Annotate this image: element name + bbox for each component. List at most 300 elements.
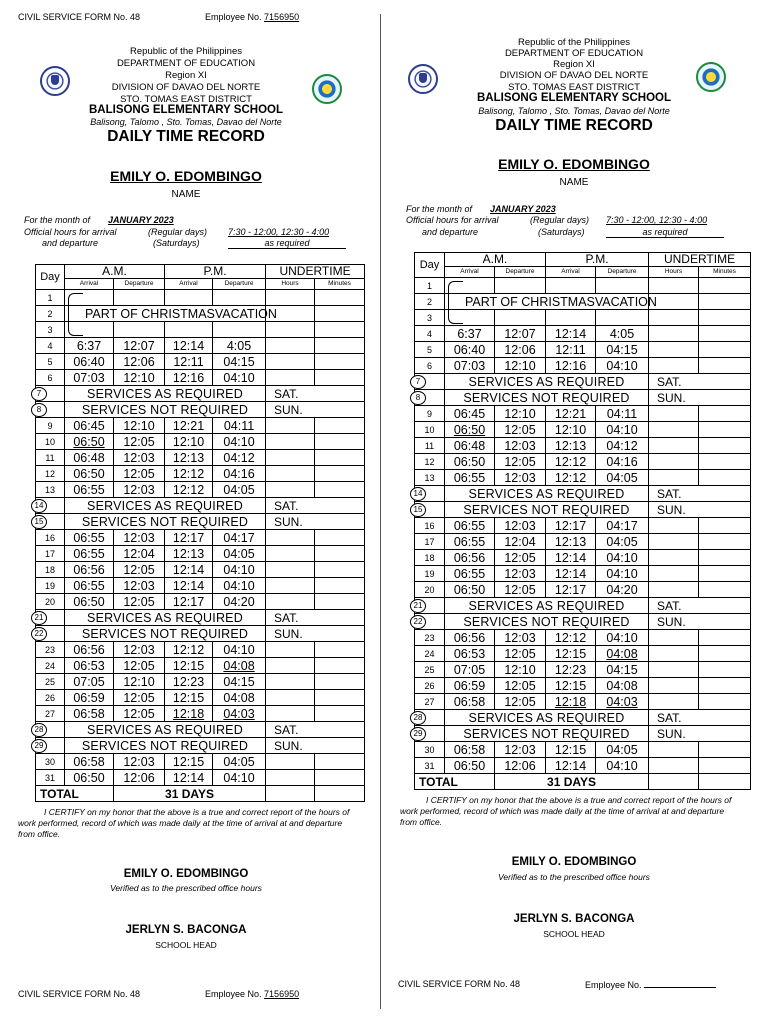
undertime-hours-cell bbox=[649, 326, 699, 342]
am-arrival-cell bbox=[65, 418, 114, 434]
undertime-hours-cell bbox=[649, 662, 699, 678]
undertime-header: UNDERTIME bbox=[266, 265, 365, 279]
undertime-minutes-cell bbox=[315, 562, 365, 578]
am-departure-cell bbox=[495, 534, 546, 550]
day-number: 31 bbox=[424, 760, 435, 771]
time-value: 04:10 bbox=[606, 758, 638, 773]
pm-departure-cell bbox=[213, 658, 266, 674]
time-value: 06:59 bbox=[73, 690, 105, 705]
am-departure-cell bbox=[114, 658, 165, 674]
pm-arrival-cell bbox=[546, 342, 596, 358]
day-number: 1 bbox=[47, 292, 53, 303]
day-number-cell bbox=[415, 518, 445, 534]
empty-time-cell bbox=[495, 310, 546, 326]
undertime-hours-cell bbox=[266, 418, 315, 434]
am-arrival-cell bbox=[65, 434, 114, 450]
pm-arrival-cell bbox=[546, 422, 596, 438]
am-departure-cell bbox=[495, 470, 546, 486]
vacation-bracket bbox=[448, 281, 463, 324]
empty-time-cell bbox=[165, 322, 213, 338]
undertime-minutes-cell bbox=[699, 662, 751, 678]
table-row bbox=[36, 418, 365, 434]
am-departure-cell bbox=[114, 578, 165, 594]
employee-no-label: Employee No. bbox=[205, 989, 262, 999]
time-value: 12:06 bbox=[123, 770, 155, 785]
undertime-hours-cell bbox=[649, 582, 699, 598]
total-hours-cell bbox=[649, 774, 699, 790]
undertime-hours-cell bbox=[649, 646, 699, 662]
day-number-cell bbox=[36, 466, 65, 482]
pm-departure-cell bbox=[213, 354, 266, 370]
undertime-minutes-cell bbox=[315, 418, 365, 434]
time-value: 12:17 bbox=[172, 530, 205, 545]
day-number-cell bbox=[36, 482, 65, 498]
time-value: 12:14 bbox=[554, 758, 587, 773]
day-number: 11 bbox=[45, 452, 55, 463]
time-value: 04:05 bbox=[223, 482, 255, 497]
day-number-cell bbox=[36, 418, 65, 434]
day-number: 12 bbox=[44, 468, 55, 479]
undertime-minutes-cell bbox=[699, 518, 751, 534]
am-departure-cell bbox=[114, 466, 165, 482]
time-value: 06:55 bbox=[453, 470, 486, 485]
table-row bbox=[415, 326, 751, 342]
employee-name: EMILY O. EDOMBINGO bbox=[110, 168, 262, 184]
day-number: 19 bbox=[424, 568, 435, 579]
am-departure-cell bbox=[495, 662, 546, 678]
undertime-minutes-cell bbox=[699, 406, 751, 422]
undertime-hours-cell bbox=[649, 534, 699, 550]
total-minutes-cell bbox=[699, 774, 751, 790]
time-value: 12:14 bbox=[172, 562, 205, 577]
table-row bbox=[36, 354, 365, 370]
day-number-cell bbox=[415, 422, 445, 438]
undertime-minutes-cell bbox=[315, 306, 365, 322]
time-value: 12:15 bbox=[554, 742, 587, 757]
time-value: 04:08 bbox=[606, 678, 638, 693]
time-value: 12:03 bbox=[504, 630, 536, 645]
pm-departure-cell bbox=[213, 482, 266, 498]
circled-day-number: 7 bbox=[410, 375, 426, 389]
am-arrival-cell bbox=[65, 530, 114, 546]
undertime-minutes-cell bbox=[699, 534, 751, 550]
time-value: 12:03 bbox=[504, 518, 536, 533]
am-departure-cell bbox=[495, 406, 546, 422]
pm-arrival-cell bbox=[165, 690, 213, 706]
time-value: 04:05 bbox=[606, 470, 638, 485]
time-record-table bbox=[414, 252, 751, 790]
am-departure-cell bbox=[495, 518, 546, 534]
time-value: 12:17 bbox=[554, 518, 587, 533]
pm-departure-cell bbox=[596, 438, 649, 454]
day-number-cell bbox=[36, 386, 65, 402]
am-arrival-cell bbox=[445, 678, 495, 694]
time-value: 12:05 bbox=[504, 550, 536, 565]
am-arrival-cell bbox=[65, 594, 114, 610]
day-number-cell bbox=[36, 754, 65, 770]
table-row bbox=[415, 486, 751, 502]
time-value: 12:15 bbox=[172, 754, 205, 769]
employee-signature-name: EMILY O. EDOMBINGO bbox=[123, 868, 249, 880]
time-value: 07:03 bbox=[73, 370, 105, 385]
time-value: 12:03 bbox=[123, 530, 155, 545]
service-status-cell: SERVICES AS REQUIRED bbox=[65, 498, 266, 514]
pm-departure-cell bbox=[596, 582, 649, 598]
empty-time-cell bbox=[596, 310, 649, 326]
undertime-hours-cell bbox=[266, 530, 315, 546]
time-value: 12:12 bbox=[172, 466, 205, 481]
time-record-table bbox=[35, 264, 365, 802]
undertime-minutes-header: Minutes bbox=[315, 279, 365, 290]
total-value: 31 DAYS bbox=[114, 786, 266, 802]
time-value: 06:40 bbox=[73, 354, 105, 369]
empty-time-cell bbox=[213, 322, 266, 338]
time-value: 04:03 bbox=[223, 706, 255, 721]
vacation-note-cell: PART OF CHRISTMASVACATION bbox=[445, 294, 649, 310]
time-value: 06:55 bbox=[453, 518, 486, 533]
day-number: 27 bbox=[424, 696, 435, 707]
am-arrival-cell bbox=[65, 562, 114, 578]
pm-departure-cell bbox=[213, 642, 266, 658]
table-row bbox=[415, 710, 751, 726]
table-row bbox=[36, 386, 365, 402]
pm-departure-cell bbox=[213, 546, 266, 562]
table-row bbox=[36, 482, 365, 498]
time-value: 12:10 bbox=[123, 418, 155, 433]
pm-arrival-cell bbox=[165, 466, 213, 482]
am-departure-cell bbox=[495, 358, 546, 374]
time-value: 12:11 bbox=[173, 354, 204, 369]
day-number: 4 bbox=[426, 328, 432, 339]
table-row bbox=[36, 594, 365, 610]
pm-arrival-cell bbox=[546, 454, 596, 470]
time-value: 04:10 bbox=[223, 434, 255, 449]
undertime-hours-cell bbox=[266, 354, 315, 370]
school-head-title: SCHOOL HEAD bbox=[155, 940, 217, 950]
pm-arrival-cell bbox=[165, 674, 213, 690]
time-value: 06:50 bbox=[453, 422, 486, 437]
weekday-cell: SAT. bbox=[649, 710, 751, 726]
time-value: 12:16 bbox=[172, 370, 205, 385]
time-value: 12:15 bbox=[172, 658, 205, 673]
undertime-hours-cell bbox=[266, 658, 315, 674]
undertime-hours-cell bbox=[266, 306, 315, 322]
day-number: 3 bbox=[426, 312, 432, 323]
time-value: 07:05 bbox=[73, 674, 105, 689]
undertime-hours-header: Hours bbox=[266, 279, 315, 290]
day-number: 5 bbox=[47, 356, 53, 367]
am-departure-cell bbox=[495, 678, 546, 694]
saturday-hours-value: as required bbox=[606, 227, 724, 238]
empty-time-cell bbox=[546, 278, 596, 294]
table-row bbox=[415, 454, 751, 470]
pm-departure-cell bbox=[213, 450, 266, 466]
day-number: 17 bbox=[424, 536, 435, 547]
time-value: 12:11 bbox=[555, 342, 586, 357]
pm-departure-cell bbox=[213, 418, 266, 434]
undertime-hours-cell bbox=[649, 694, 699, 710]
time-value: 4:05 bbox=[226, 338, 252, 353]
time-value: 12:10 bbox=[123, 674, 155, 689]
time-value: 12:05 bbox=[504, 694, 536, 709]
table-row bbox=[415, 278, 751, 294]
day-number: 13 bbox=[424, 472, 435, 483]
undertime-minutes-cell bbox=[699, 294, 751, 310]
time-value: 12:17 bbox=[172, 594, 205, 609]
pm-arrival-cell bbox=[165, 434, 213, 450]
day-number: 23 bbox=[44, 644, 55, 655]
day-number: 26 bbox=[424, 680, 435, 691]
day-number-cell bbox=[36, 306, 65, 322]
table-row bbox=[415, 294, 751, 310]
school-head-name: JERLYN S. BACONGA bbox=[125, 924, 247, 936]
pm-departure-cell bbox=[213, 674, 266, 690]
empty-time-cell bbox=[596, 278, 649, 294]
undertime-hours-cell bbox=[266, 562, 315, 578]
time-value: 04:10 bbox=[606, 422, 638, 437]
employee-signature-name: EMILY O. EDOMBINGO bbox=[511, 856, 637, 868]
time-value: 06:50 bbox=[73, 434, 105, 449]
time-value: 04:03 bbox=[606, 694, 638, 709]
time-value: 12:14 bbox=[554, 566, 587, 581]
pm-arrival-cell bbox=[165, 338, 213, 354]
day-number-cell bbox=[36, 722, 65, 738]
table-row bbox=[415, 582, 751, 598]
pm-arrival-cell bbox=[165, 754, 213, 770]
circled-day-number: 21 bbox=[31, 611, 47, 625]
day-number-cell bbox=[415, 454, 445, 470]
pm-departure-cell bbox=[596, 326, 649, 342]
am-departure-cell bbox=[114, 706, 165, 722]
am-departure-cell bbox=[114, 642, 165, 658]
time-value: 6:37 bbox=[457, 326, 482, 341]
weekday-cell: SAT. bbox=[266, 610, 365, 626]
pm-departure-cell bbox=[596, 518, 649, 534]
table-row bbox=[36, 530, 365, 546]
table-row bbox=[415, 678, 751, 694]
undertime-hours-cell bbox=[266, 754, 315, 770]
undertime-hours-cell bbox=[266, 642, 315, 658]
day-column-header: Day bbox=[36, 265, 65, 290]
table-row bbox=[36, 610, 365, 626]
am-departure-cell bbox=[495, 326, 546, 342]
service-status-cell: SERVICES AS REQUIRED bbox=[445, 374, 649, 390]
time-value: 12:21 bbox=[554, 406, 587, 421]
pm-departure-header: Departure bbox=[596, 267, 649, 278]
pm-arrival-cell bbox=[165, 450, 213, 466]
pm-arrival-cell bbox=[546, 742, 596, 758]
undertime-minutes-cell bbox=[699, 310, 751, 326]
school-head-name: JERLYN S. BACONGA bbox=[513, 913, 635, 925]
service-status-cell: SERVICES NOT REQUIRED bbox=[445, 726, 649, 742]
day-number-cell bbox=[36, 674, 65, 690]
time-value: 04:10 bbox=[223, 770, 255, 785]
verified-label: Verified as to the prescribed office hours bbox=[110, 883, 262, 893]
time-value: 12:06 bbox=[123, 354, 155, 369]
regular-days-label: (Regular days) bbox=[148, 227, 208, 237]
circled-day-number: 29 bbox=[410, 727, 426, 741]
day-number-cell bbox=[415, 614, 445, 630]
weekday-cell: SAT. bbox=[649, 486, 751, 502]
time-value: 12:14 bbox=[172, 578, 205, 593]
day-number: 24 bbox=[44, 660, 55, 671]
employee-no-block bbox=[205, 12, 299, 22]
day-number-cell bbox=[415, 566, 445, 582]
time-value: 06:58 bbox=[73, 706, 105, 721]
day-number: 18 bbox=[44, 564, 55, 575]
time-value: 06:56 bbox=[453, 550, 486, 565]
day-number-cell bbox=[36, 690, 65, 706]
day-number-cell bbox=[36, 562, 65, 578]
time-value: 12:05 bbox=[123, 434, 155, 449]
day-number: 3 bbox=[47, 324, 53, 335]
undertime-minutes-cell bbox=[315, 690, 365, 706]
am-arrival-cell bbox=[65, 642, 114, 658]
undertime-hours-cell bbox=[266, 706, 315, 722]
division-label: DIVISION OF DAVAO DEL NORTE bbox=[111, 82, 261, 93]
table-row bbox=[415, 342, 751, 358]
undertime-minutes-cell bbox=[699, 278, 751, 294]
total-label: TOTAL bbox=[36, 786, 114, 802]
day-number-cell bbox=[415, 310, 445, 326]
time-value: 12:13 bbox=[172, 450, 205, 465]
am-arrival-cell bbox=[65, 674, 114, 690]
time-value: 06:55 bbox=[73, 578, 105, 593]
am-arrival-cell bbox=[445, 742, 495, 758]
form-code: CIVIL SERVICE FORM No. 48 bbox=[18, 989, 141, 999]
time-value: 12:12 bbox=[554, 630, 587, 645]
circled-day-number: 28 bbox=[410, 711, 426, 725]
table-row bbox=[36, 514, 365, 530]
pm-departure-cell bbox=[596, 406, 649, 422]
empty-time-cell bbox=[495, 278, 546, 294]
month-value: JANUARY 2023 bbox=[490, 204, 556, 214]
undertime-hours-cell bbox=[266, 434, 315, 450]
time-value: 06:45 bbox=[73, 418, 105, 433]
table-row bbox=[36, 770, 365, 786]
undertime-minutes-cell bbox=[315, 706, 365, 722]
am-arrival-cell bbox=[445, 550, 495, 566]
day-number-cell bbox=[415, 710, 445, 726]
day-number: 30 bbox=[44, 756, 55, 767]
pm-departure-cell bbox=[596, 342, 649, 358]
time-value: 12:07 bbox=[504, 326, 536, 341]
undertime-hours-cell bbox=[649, 518, 699, 534]
pm-arrival-cell bbox=[546, 758, 596, 774]
am-arrival-cell bbox=[445, 438, 495, 454]
am-arrival-cell bbox=[445, 422, 495, 438]
am-departure-cell bbox=[114, 418, 165, 434]
time-value: 04:17 bbox=[606, 518, 638, 533]
regular-days-label: (Regular days) bbox=[530, 215, 590, 225]
school-address: Balisong, Talomo , Sto. Tomas, Davao del Norte bbox=[90, 117, 282, 127]
am-departure-cell bbox=[495, 566, 546, 582]
official-hours-label: Official hours for arrival bbox=[24, 227, 117, 237]
undertime-hours-cell bbox=[649, 310, 699, 326]
am-arrival-header: Arrival bbox=[445, 267, 495, 278]
day-number: 2 bbox=[47, 308, 53, 319]
day-number-cell bbox=[415, 470, 445, 486]
day-number: 27 bbox=[44, 708, 55, 719]
am-departure-cell bbox=[114, 370, 165, 386]
time-value: 06:53 bbox=[453, 646, 486, 661]
service-status-cell: SERVICES AS REQUIRED bbox=[445, 598, 649, 614]
time-value: 12:13 bbox=[554, 534, 587, 549]
pm-arrival-cell bbox=[165, 482, 213, 498]
pm-departure-cell bbox=[213, 338, 266, 354]
pm-departure-header: Departure bbox=[213, 279, 266, 290]
and-departure-label: and departure bbox=[422, 227, 479, 237]
time-value: 12:18 bbox=[172, 706, 205, 721]
time-value: 12:13 bbox=[172, 546, 205, 561]
employee-name: EMILY O. EDOMBINGO bbox=[498, 156, 650, 172]
time-value: 12:10 bbox=[504, 406, 536, 421]
regular-hours-value: 7:30 - 12:00, 12:30 - 4:00 bbox=[606, 215, 708, 225]
time-value: 06:56 bbox=[73, 642, 105, 657]
time-value: 12:05 bbox=[504, 422, 536, 437]
time-value: 12:15 bbox=[172, 690, 205, 705]
am-departure-cell bbox=[495, 550, 546, 566]
day-number: 23 bbox=[424, 632, 435, 643]
am-departure-cell bbox=[114, 690, 165, 706]
day-number-cell bbox=[415, 374, 445, 390]
circled-day-number: 21 bbox=[410, 599, 426, 613]
republic-label: Republic of the Philippines bbox=[518, 37, 630, 48]
undertime-minutes-cell bbox=[315, 546, 365, 562]
am-departure-cell bbox=[114, 434, 165, 450]
service-status-cell: SERVICES NOT REQUIRED bbox=[65, 626, 266, 642]
time-value: 12:06 bbox=[504, 758, 536, 773]
time-value: 12:04 bbox=[504, 534, 536, 549]
undertime-minutes-cell bbox=[315, 466, 365, 482]
region-label: Region XI bbox=[165, 70, 207, 81]
pm-arrival-cell bbox=[165, 642, 213, 658]
day-number-cell bbox=[36, 546, 65, 562]
time-value: 12:03 bbox=[504, 470, 536, 485]
form-code: CIVIL SERVICE FORM No. 48 bbox=[18, 12, 141, 22]
vacation-bracket bbox=[68, 293, 83, 336]
table-row bbox=[36, 562, 365, 578]
day-number: 19 bbox=[44, 580, 55, 591]
time-value: 12:12 bbox=[172, 642, 205, 657]
day-number: 6 bbox=[47, 372, 53, 383]
time-value: 04:10 bbox=[223, 578, 255, 593]
table-row bbox=[415, 534, 751, 550]
table-row bbox=[415, 470, 751, 486]
time-value: 12:15 bbox=[554, 646, 587, 661]
undertime-minutes-cell bbox=[699, 422, 751, 438]
pm-arrival-cell bbox=[546, 630, 596, 646]
school-head-title: SCHOOL HEAD bbox=[543, 929, 605, 939]
am-arrival-cell bbox=[65, 706, 114, 722]
pm-arrival-cell bbox=[165, 562, 213, 578]
table-row bbox=[415, 518, 751, 534]
employee-no-label: Employee No. bbox=[585, 980, 642, 990]
day-number: 10 bbox=[44, 436, 55, 447]
time-value: 12:18 bbox=[554, 694, 587, 709]
undertime-minutes-cell bbox=[699, 630, 751, 646]
total-hours-cell bbox=[266, 786, 315, 802]
saturday-hours-value: as required bbox=[228, 238, 346, 249]
time-value: 12:03 bbox=[123, 482, 155, 497]
undertime-hours-cell bbox=[649, 470, 699, 486]
pm-departure-cell bbox=[213, 754, 266, 770]
table-row bbox=[415, 502, 751, 518]
service-status-cell: SERVICES NOT REQUIRED bbox=[65, 514, 266, 530]
time-value: 12:21 bbox=[172, 418, 205, 433]
am-departure-cell bbox=[495, 742, 546, 758]
pm-arrival-cell bbox=[165, 658, 213, 674]
